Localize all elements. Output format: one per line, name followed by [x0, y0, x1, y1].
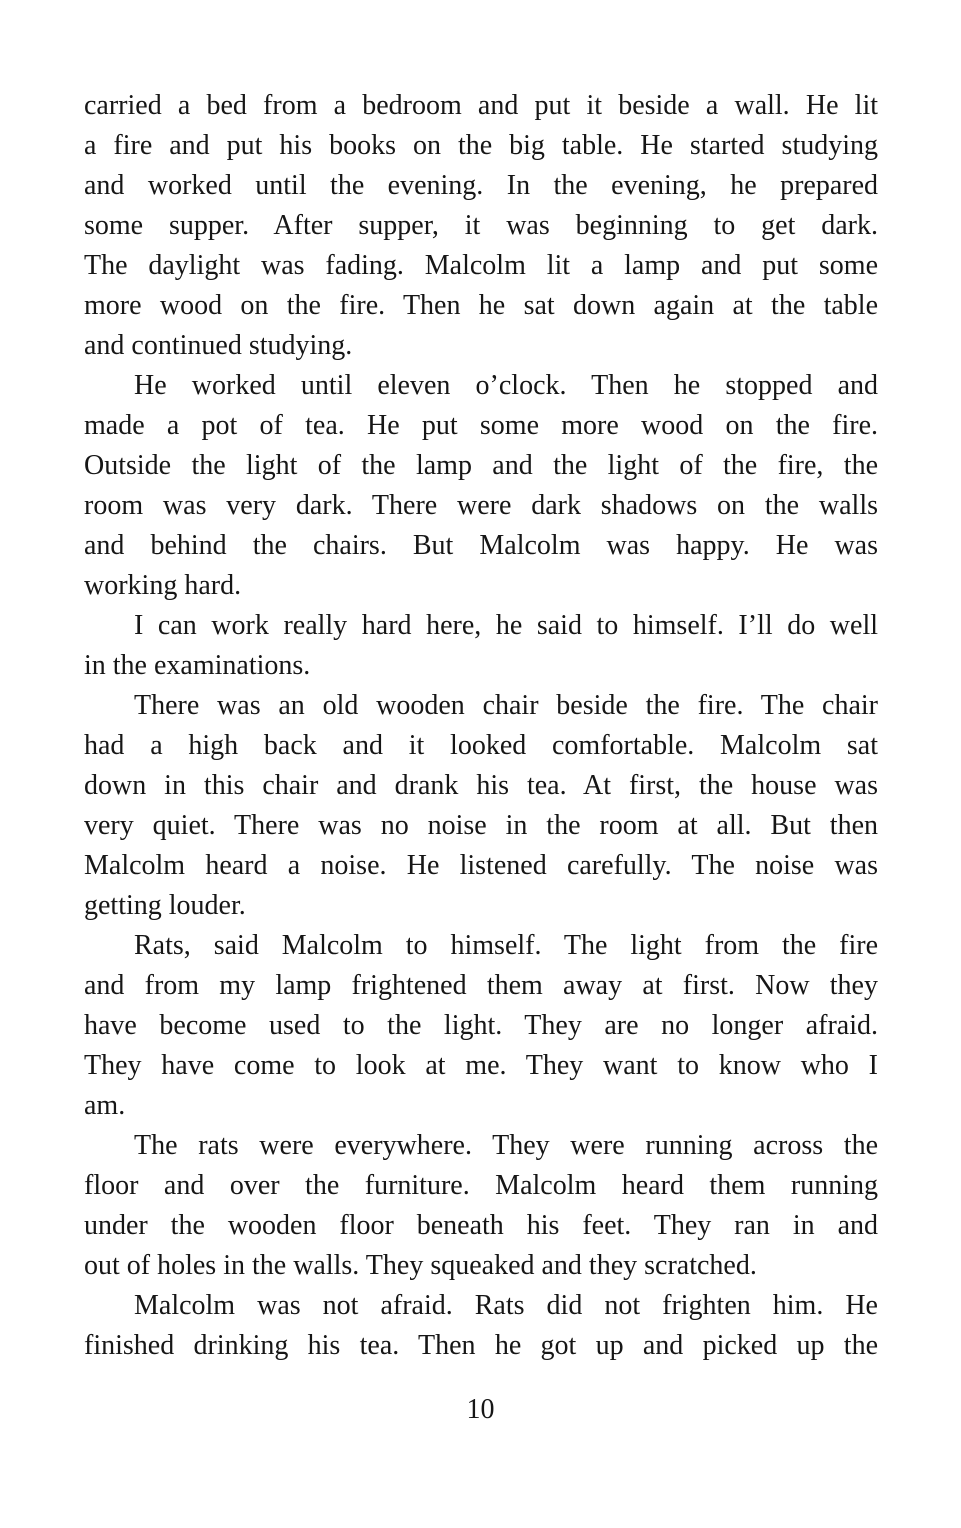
text-line: Malcolm heard a noise. He listened carefully. The noise was [84, 850, 878, 881]
text-line: a fire and put his books on the big table. He started studying [84, 130, 878, 161]
paragraph [84, 86, 878, 366]
page-number: 10 [466, 1394, 495, 1425]
text-line: and continued studying. [84, 330, 353, 361]
text-line: finished drinking his tea. Then he got up and picked up the [84, 1330, 878, 1361]
text-line: There was an old wooden chair beside the fire. The chair [134, 690, 878, 721]
text-line: carried a bed from a bedroom and put it beside a wall. He lit [84, 90, 878, 121]
text-line: He worked until eleven o’clock. Then he stopped and [134, 370, 878, 401]
text-line: and behind the chairs. But Malcolm was happy. He was [84, 530, 878, 561]
text-line: floor and over the furniture. Malcolm heard them running [84, 1170, 878, 1201]
text-line: working hard. [84, 570, 242, 601]
text-line: have become used to the light. They are no longer afraid. [84, 1010, 878, 1041]
text-line: under the wooden floor beneath his feet. They ran in and [84, 1210, 878, 1241]
text-line: out of holes in the walls. They squeaked and they scratched. [84, 1250, 757, 1281]
text-line: getting louder. [84, 890, 246, 921]
paragraph [84, 366, 878, 606]
paragraph [84, 1126, 878, 1286]
text-line: and from my lamp frightened them away at first. Now they [84, 970, 878, 1001]
text-line: room was very dark. There were dark shadows on the walls [84, 490, 878, 521]
text-line: very quiet. There was no noise in the room at all. But then [84, 810, 878, 841]
text-line: The rats were everywhere. They were running across the [134, 1130, 878, 1161]
text-line: Outside the light of the lamp and the light of the fire, the [84, 450, 878, 481]
text-line: am. [84, 1090, 126, 1121]
page-body [84, 86, 878, 1366]
text-line: Rats, said Malcolm to himself. The light from the fire [134, 930, 878, 961]
text-line: made a pot of tea. He put some more wood on the fire. [84, 410, 878, 441]
text-line: I can work really hard here, he said to himself. I’ll do well [134, 610, 878, 641]
paragraph [84, 1286, 878, 1366]
paragraph [84, 686, 878, 926]
paragraph [84, 926, 878, 1126]
text-line: more wood on the fire. Then he sat down again at the table [84, 290, 878, 321]
text-line: They have come to look at me. They want to know who I [84, 1050, 878, 1081]
text-line: down in this chair and drank his tea. At first, the house was [84, 770, 878, 801]
text-line: and worked until the evening. In the evening, he prepared [84, 170, 878, 201]
text-line: Malcolm was not afraid. Rats did not frighten him. He [134, 1290, 878, 1321]
text-line: The daylight was fading. Malcolm lit a lamp and put some [84, 250, 878, 281]
text-line: in the examinations. [84, 650, 311, 681]
text-line: some supper. After supper, it was beginning to get dark. [84, 210, 878, 241]
text-line: had a high back and it looked comfortable. Malcolm sat [84, 730, 878, 761]
paragraph [84, 606, 878, 686]
